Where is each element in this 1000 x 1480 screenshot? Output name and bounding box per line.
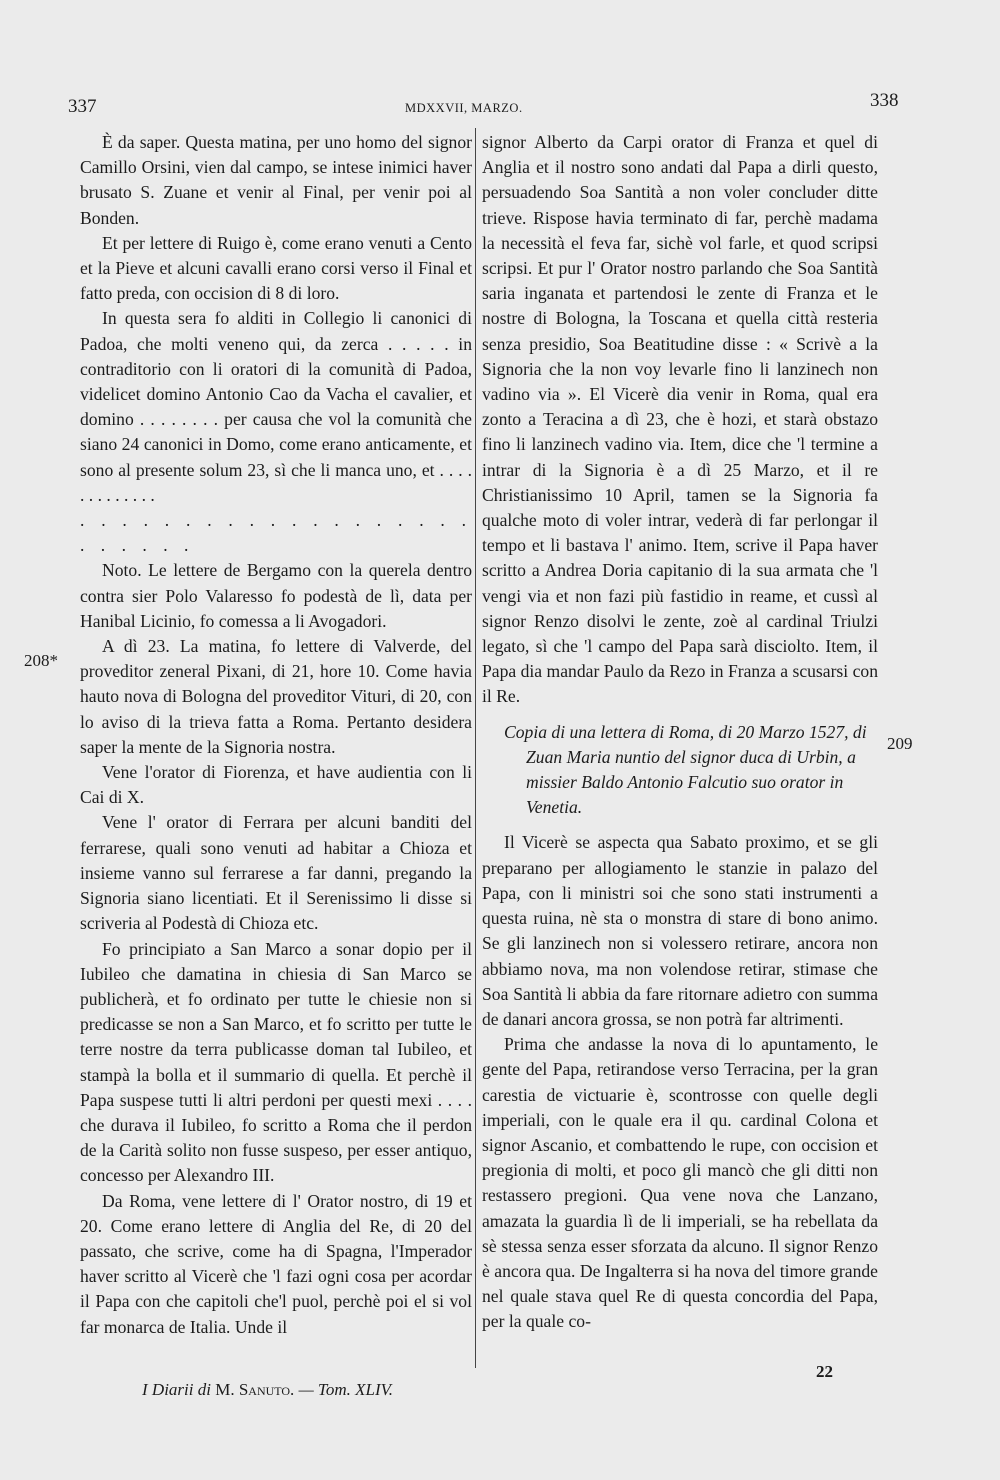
column-divider [475, 128, 476, 1368]
paragraph: In questa sera fo alditi in Collegio li canonici di Padoa, che molti veneno qui, da zerca . . . . . in contraditorio con li oratori di la comunità di Padoa, videlicet domino Antonio Cao da Vacha el cavalier, et domino . . . . . . . . per causa che vol la comunità che siano 24 canonici in Domo, come erano anticamente, et sono al presente solum 23, sì che li manca uno, et . . . . . . . . . . . . . [80, 308, 472, 505]
footer [142, 1380, 393, 1400]
paragraph: Prima che andasse la nova di lo apuntamento, le gente del Papa, retirandose verso Terracina, per la gran carestia de victuarie è, scontrosse con quelle degli imperiali, con le quale era il qu. cardinal Colona et signor Ascanio, et combattendo le rupe, con occision et pregionia di molti, et poco gli mancò che gli ditti non restassero pregioni. Qua vene nova che Lanzano, amazata la guardia lì de li imperiali, se ha rebellata da sè stessa senza esser sforzata da alcuno. Il signor Renzo è ancora qua. De Ingalterra si ha nova del timore grande nel quale stava quel Re di questa concordia del Papa, per la quale co- [482, 1034, 878, 1332]
ellipsis-line: . . . . . . . . . . . . . . . . . . . . . . . . . [80, 510, 472, 556]
signature-number: 22 [816, 1362, 833, 1381]
paragraph: Da Roma, vene lettere di l' Orator nostro, di 19 et 20. Come erano lettere di Anglia del Re, di 20 del passato, che scrive, come ha di Spagna, l'Imperador haver scritto al Vicerè che 'l fazi ogni cosa per acordar il Papa con che capitoli che'l puol, perchè poi el si vol far monarca de Italia. Unde il [80, 1190, 472, 1337]
footer-author: M. Sanuto. [215, 1380, 295, 1399]
paragraph: Et per lettere di Ruigo è, come erano venuti a Cento et la Pieve et alcuni cavalli erano corsi verso il Final et fatto preda, con occision di 8 di loro. [80, 232, 472, 304]
left-page-number: 337 [68, 96, 97, 117]
right-page-number: 338 [870, 90, 899, 111]
footer-title: I Diarii di [142, 1380, 216, 1399]
paragraph: Vene l' orator di Ferrara per alcuni banditi del ferrarese, quali sono venuti ad habitar a Chioza et insieme vanno sul ferrarese a far danni, pregando la Signoria siano licentiati. Et il Serenissimo li disse si scriveria al Podestà di Chioza etc. [80, 812, 472, 934]
margin-note-209: 209 [887, 734, 913, 753]
footer-volume: — Tom. XLIV. [294, 1380, 394, 1399]
margin-note-208: 208* [24, 651, 58, 670]
paragraph: signor Alberto da Carpi orator di Franza et quel di Anglia et il nostro sono andati dal Papa a dirli questo, persuadendo Soa Santità a non voler concluder ditte trieve. Rispose havia terminato di far, perchè madama la necessità el feva far, sichè vol farle, et quod scripsi scripsi. Et pur l' Orator nostro parlando che Soa Santità saria inganata et partendosi le zente di Franza et le nostre di Bologna, la Toscana et quella città resteria senza presidio, Soa Beatitudine disse : « Scrivè a la Signoria che la non voy levarle fino li lanzinech non vadino via ». El Vicerè dia venir in Roma, qual era zonto a Teracina a dì 23, che è hozi, et starà obstazo fino li lanzinech vadino via. Item, dice che 'l termine a intrar di la Signoria è a dì 25 Marzo, et il re Christianissimo 10 April, tamen se la Signoria fa qualche moto di voler intrar, vederà di far perlongar il tempo et li bastava l' animo. Item, scrive il Papa haver scritto a Andrea Doria capitanio di la sua armata che 'l vengi via et non fazi più fastidio in reame, et cussì al signor Renzo disolvi le zente, zoè al cardinal Triulzi legato, sì che 'l campo del Papa sarà disciolto. Item, il Papa dia mandar Paulo da Rezo in Franza a scusarsi con il Re. [482, 132, 878, 707]
paragraph: È da saper. Questa matina, per uno homo del signor Camillo Orsini, vien dal campo, se intese inimici haver brusato S. Zuane et venir al Final, per venir poi al Bonden. [80, 132, 472, 228]
paragraph: Il Vicerè se aspecta qua Sabato proximo, et se gli preparano per allogiamento le stanzie in palazo del Papa, con li ministri soi che sono stati instrumenti a questa ruina, nè sta o monstra di stare di bono animo. Se gli lanzinech non si volessero retirare, ancora non abbiamo nova, ma non volendose retirar, stimase che Soa Santità li abbia da fare ritornare adietro con summa de danari ancora grossa, se non potrà far altrimenti. [482, 832, 878, 1029]
right-column [482, 130, 878, 1335]
spacer [482, 710, 878, 720]
left-column [80, 130, 472, 1340]
paragraph: A dì 23. La matina, fo lettere di Valverde, del proveditor zeneral Pixani, di 21, hore 10. Come havia hauto nova di Bologna del proveditor Vituri, di 20, con lo aviso di la trieva fatta a Roma. Pertanto desidera saper la mente de la Signoria nostra. [80, 636, 472, 757]
letter-heading: Copia di una lettera di Roma, di 20 Marzo 1527, di Zuan Maria nuntio del signor duca di Urbin, a missier Baldo Antonio Falcutio suo orator in Venetia. [504, 721, 867, 818]
spacer [482, 820, 878, 830]
paragraph: Fo principiato a San Marco a sonar dopio per il Iubileo che damatina in chiesia di San Marco se publicherà, et fo ordinato per tutte le chiesie non si predicasse se non a San Marco, et fo scritto per tutte le terre nostre da terra publicasse doman tal Iubileo, et stampà la bolla et il summario di quella. Et perchè il Papa suspese tutti li altri perdoni per questi mexi . . . . che durava il Iubileo, fo scritto a Roma che il perdon de la Carità solito non fusse suspeso, per esser antiquo, concesso per Alexandro III. [80, 938, 472, 1186]
paragraph: Vene l'orator di Fiorenza, et have audientia con li Cai di X. [80, 762, 472, 808]
running-head: MDXXVII, MARZO. [405, 101, 523, 115]
paragraph: Noto. Le lettere de Bergamo con la querela dentro contra sier Polo Valaresso fo podestà de lì, data per Hanibal Licinio, fo comessa a li Avogadori. [80, 560, 472, 631]
